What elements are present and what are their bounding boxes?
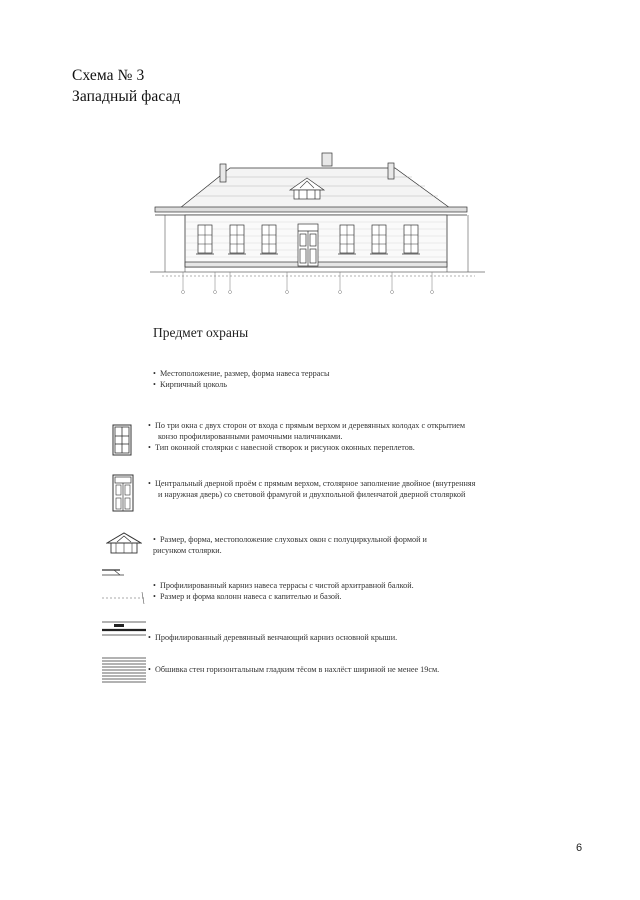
document-title: Схема № 3 [72, 67, 145, 84]
page-number: 6 [576, 842, 583, 854]
facade-drawing [150, 150, 485, 305]
dormer-icon [106, 532, 142, 554]
list-item: • Кирпичный цоколь [153, 380, 227, 390]
document-subtitle: Западный фасад [72, 88, 181, 105]
dormer-item [153, 534, 427, 556]
list-item: • Размер, форма, местоположение слуховых окон с полуциркульной формой и [153, 535, 427, 544]
list-item-continuation: конзо профилированными рамочными наличниками. [158, 432, 343, 442]
cladding-icon [100, 656, 148, 686]
list-item: • Размер и форма колонн навеса с капителью и базой. [153, 592, 342, 602]
list-item-continuation: и наружная дверь) со световой фрамугой и двухпольной филенчатой дверной столяркой [158, 490, 466, 500]
list-item: • По три окна с двух сторон от входа с прямым верхом и деревянных колодах с открытием [148, 421, 466, 430]
list-item: • Обшивка стен горизонтальным гладким тёсом в нахлёст шириной не менее 19см. [148, 665, 440, 674]
door-item [148, 478, 475, 500]
window-icon [112, 424, 132, 456]
cornice-icon [100, 618, 148, 638]
window-items [148, 420, 465, 454]
terrace-cornice-icon [100, 566, 148, 606]
list-item: • Профилированный карниз навеса террасы с чистой архитравной балкой. [153, 581, 414, 590]
terrace-items [153, 580, 414, 602]
list-item: • Профилированный деревянный венчающий карниз основной крыши. [148, 633, 398, 642]
protection-heading: Предмет охраны [153, 325, 249, 340]
cornice-item [148, 632, 397, 643]
general-items [153, 368, 329, 390]
list-item: • Тип оконной столярки с навесной створок и рисунок оконных переплетов. [148, 443, 415, 453]
list-item-continuation: рисунком столярки. [153, 546, 222, 556]
cladding-item [148, 664, 439, 675]
door-icon [112, 474, 134, 512]
list-item: • Местоположение, размер, форма навеса террасы [153, 369, 330, 378]
list-item: • Центральный дверной проём с прямым верхом, столярное заполнение двойное (внутренняя [148, 479, 476, 488]
